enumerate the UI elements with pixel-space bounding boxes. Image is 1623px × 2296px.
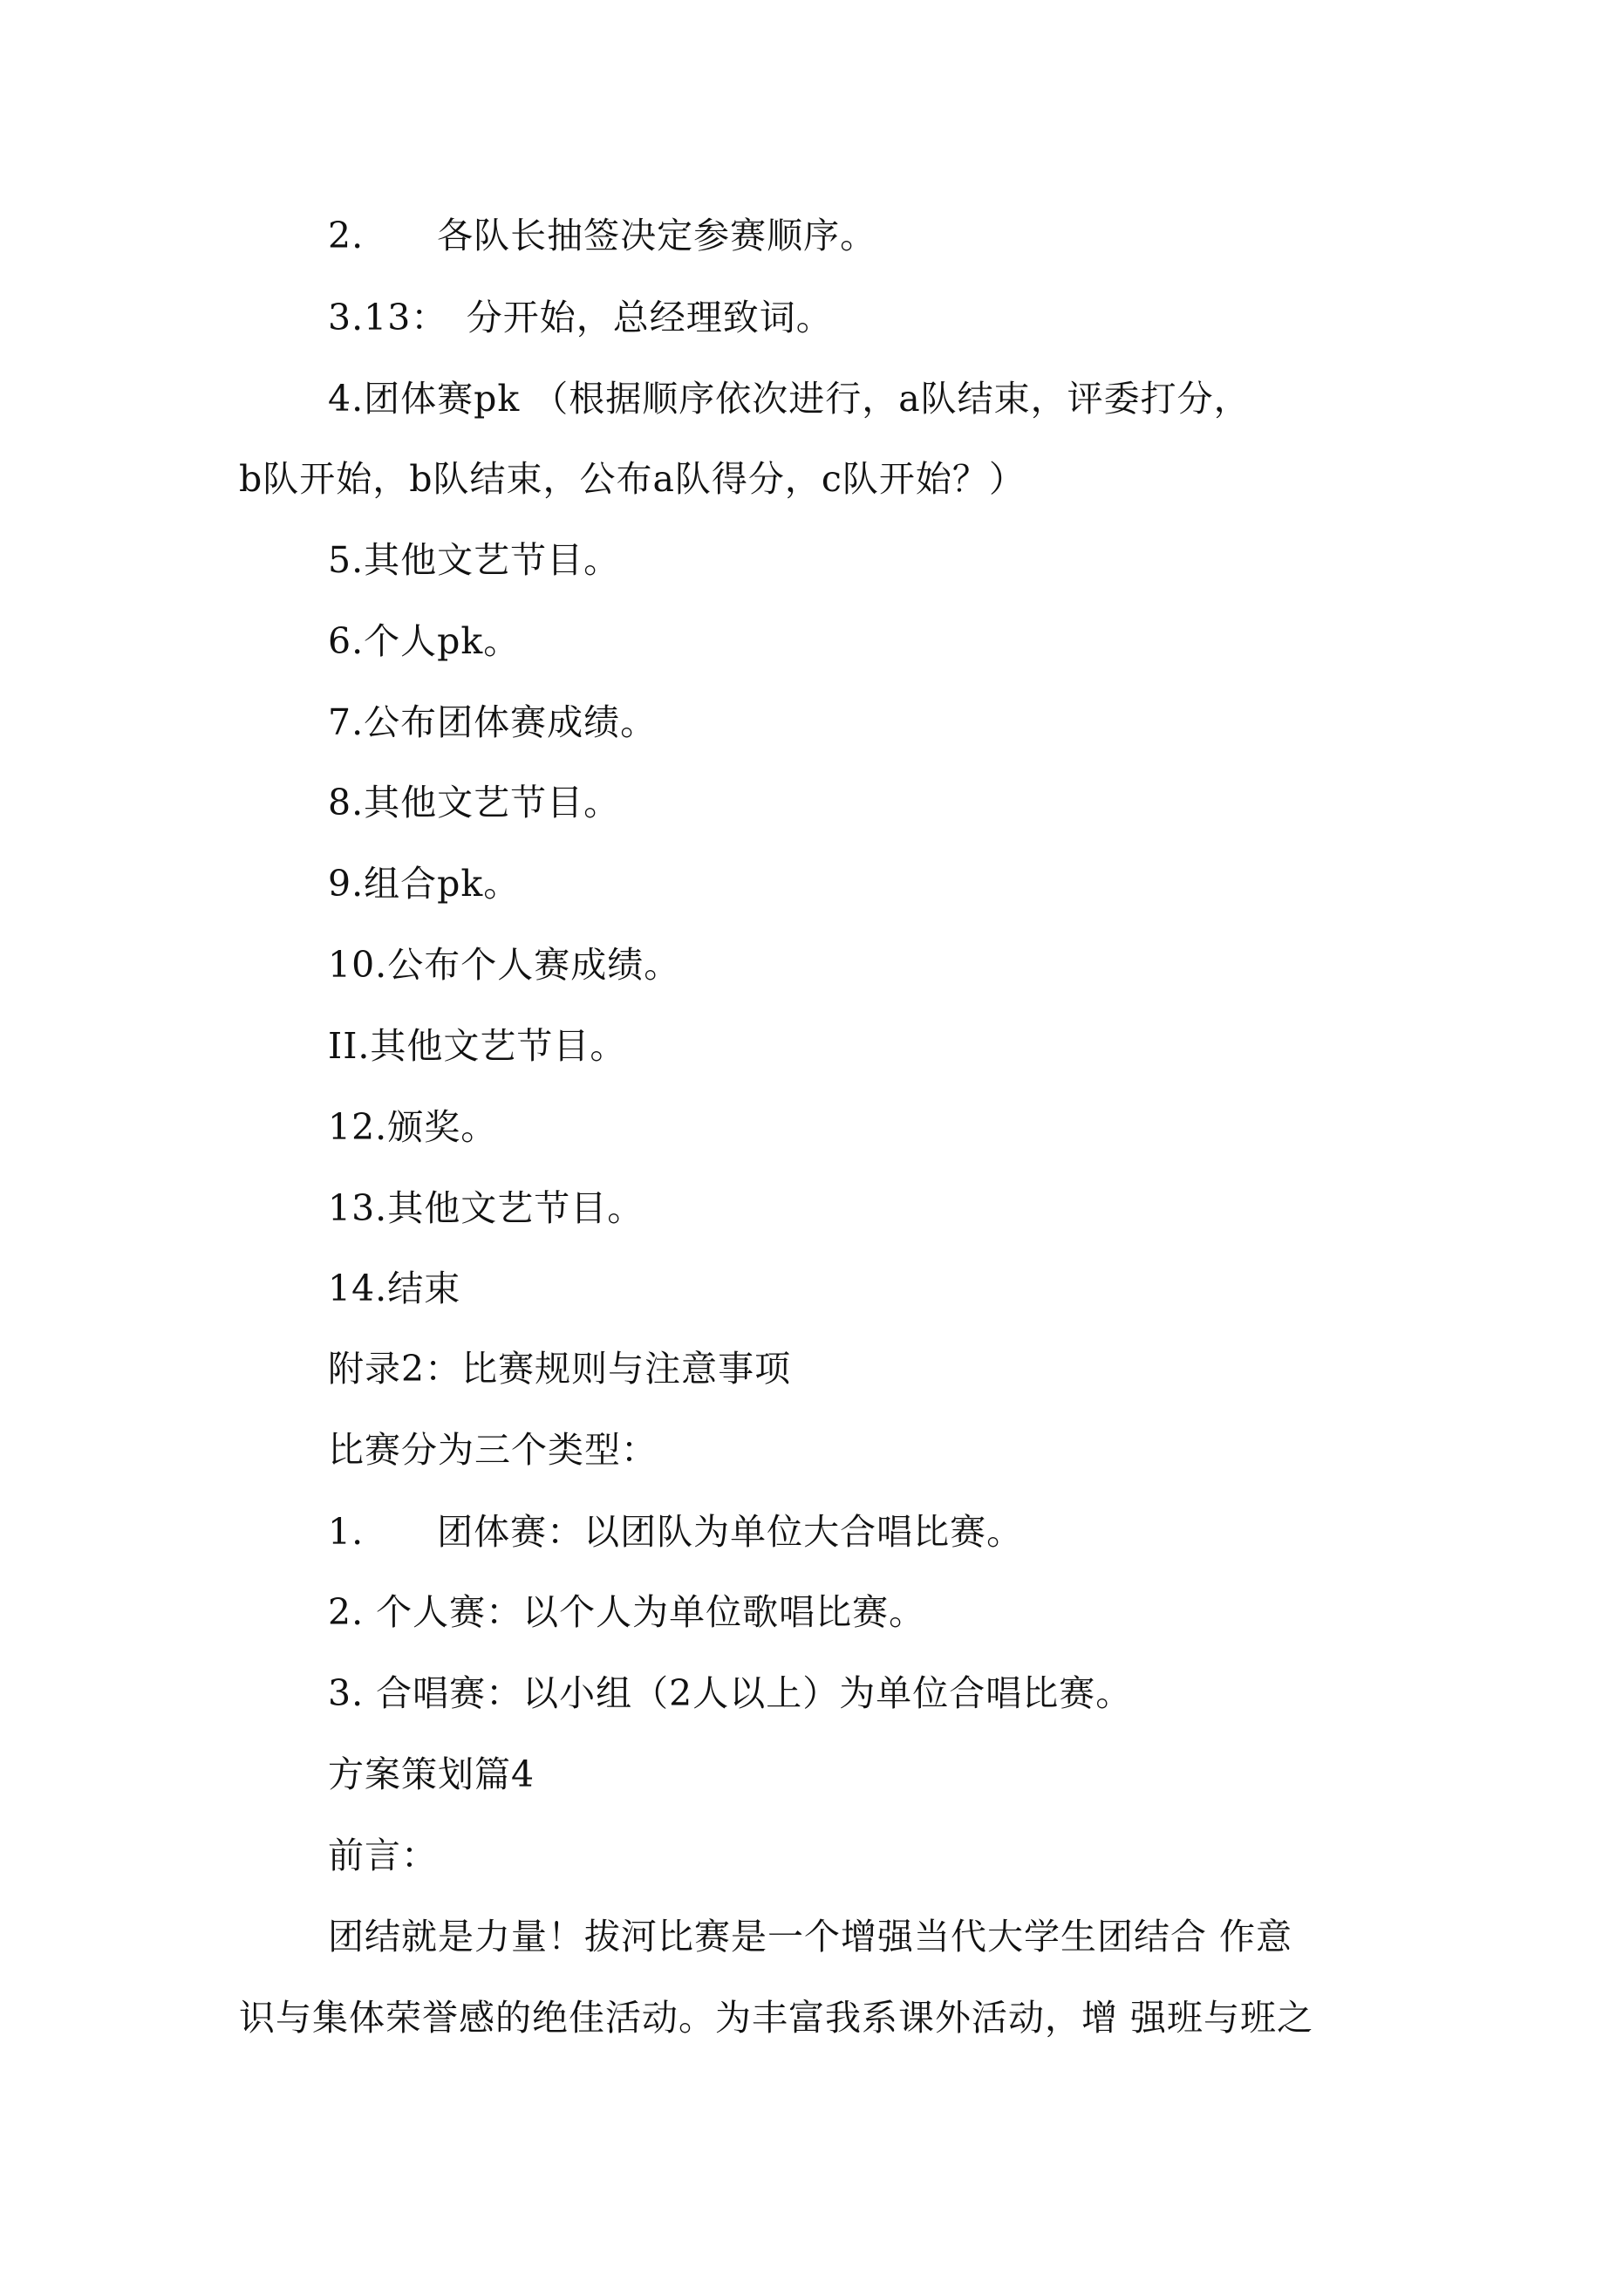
preface-paragraph-line-2: 识与集体荣誉感的绝佳活动。为丰富我系课外活动，增 强班与班之 — [239, 1997, 1314, 2039]
schedule-item-4: 4.团体赛pk （根据顺序依次进行，a队结束，评委打分， — [328, 378, 1251, 420]
schedule-item-5: 5.其他文艺节目。 — [328, 539, 621, 581]
competition-types-intro: 比赛分为三个类型： — [328, 1429, 658, 1471]
schedule-item-4-continued: b队开始，b队结束，公布a队得分，c队开始？） — [239, 458, 1026, 500]
section-heading: 方案策划篇4 — [328, 1753, 535, 1795]
schedule-item-13: 13.其他文艺节目。 — [328, 1187, 644, 1229]
schedule-item-2: 2. 各队长抽签决定参赛顺序。 — [328, 215, 877, 256]
schedule-item-10: 10.公布个人赛成绩。 — [328, 944, 681, 986]
schedule-item-14: 14.结束 — [328, 1268, 461, 1309]
appendix-heading: 附录2：比赛规则与注意事项 — [328, 1348, 792, 1390]
schedule-item-3: 3.13： 分开始，总经理致词。 — [328, 297, 833, 338]
schedule-item-6: 6.个人pk。 — [328, 620, 521, 662]
preface-label: 前言： — [328, 1835, 438, 1876]
competition-type-1: 1. 团体赛：以团队为单位大合唱比赛。 — [328, 1511, 1024, 1553]
preface-paragraph-line-1: 团结就是力量！拔河比赛是一个增强当代大学生团结合 作意 — [328, 1916, 1293, 1958]
schedule-item-11: II.其他文艺节目。 — [328, 1025, 627, 1067]
schedule-item-7: 7.公布团体赛成绩。 — [328, 701, 658, 743]
competition-type-2: 2. 个人赛：以个人为单位歌唱比赛。 — [328, 1591, 926, 1633]
schedule-item-12: 12.颁奖。 — [328, 1106, 498, 1148]
schedule-item-8: 8.其他文艺节目。 — [328, 782, 621, 823]
schedule-item-9: 9.组合pk。 — [328, 863, 521, 905]
competition-type-3: 3. 合唱赛：以小组（2人以上）为单位合唱比赛。 — [328, 1672, 1133, 1714]
